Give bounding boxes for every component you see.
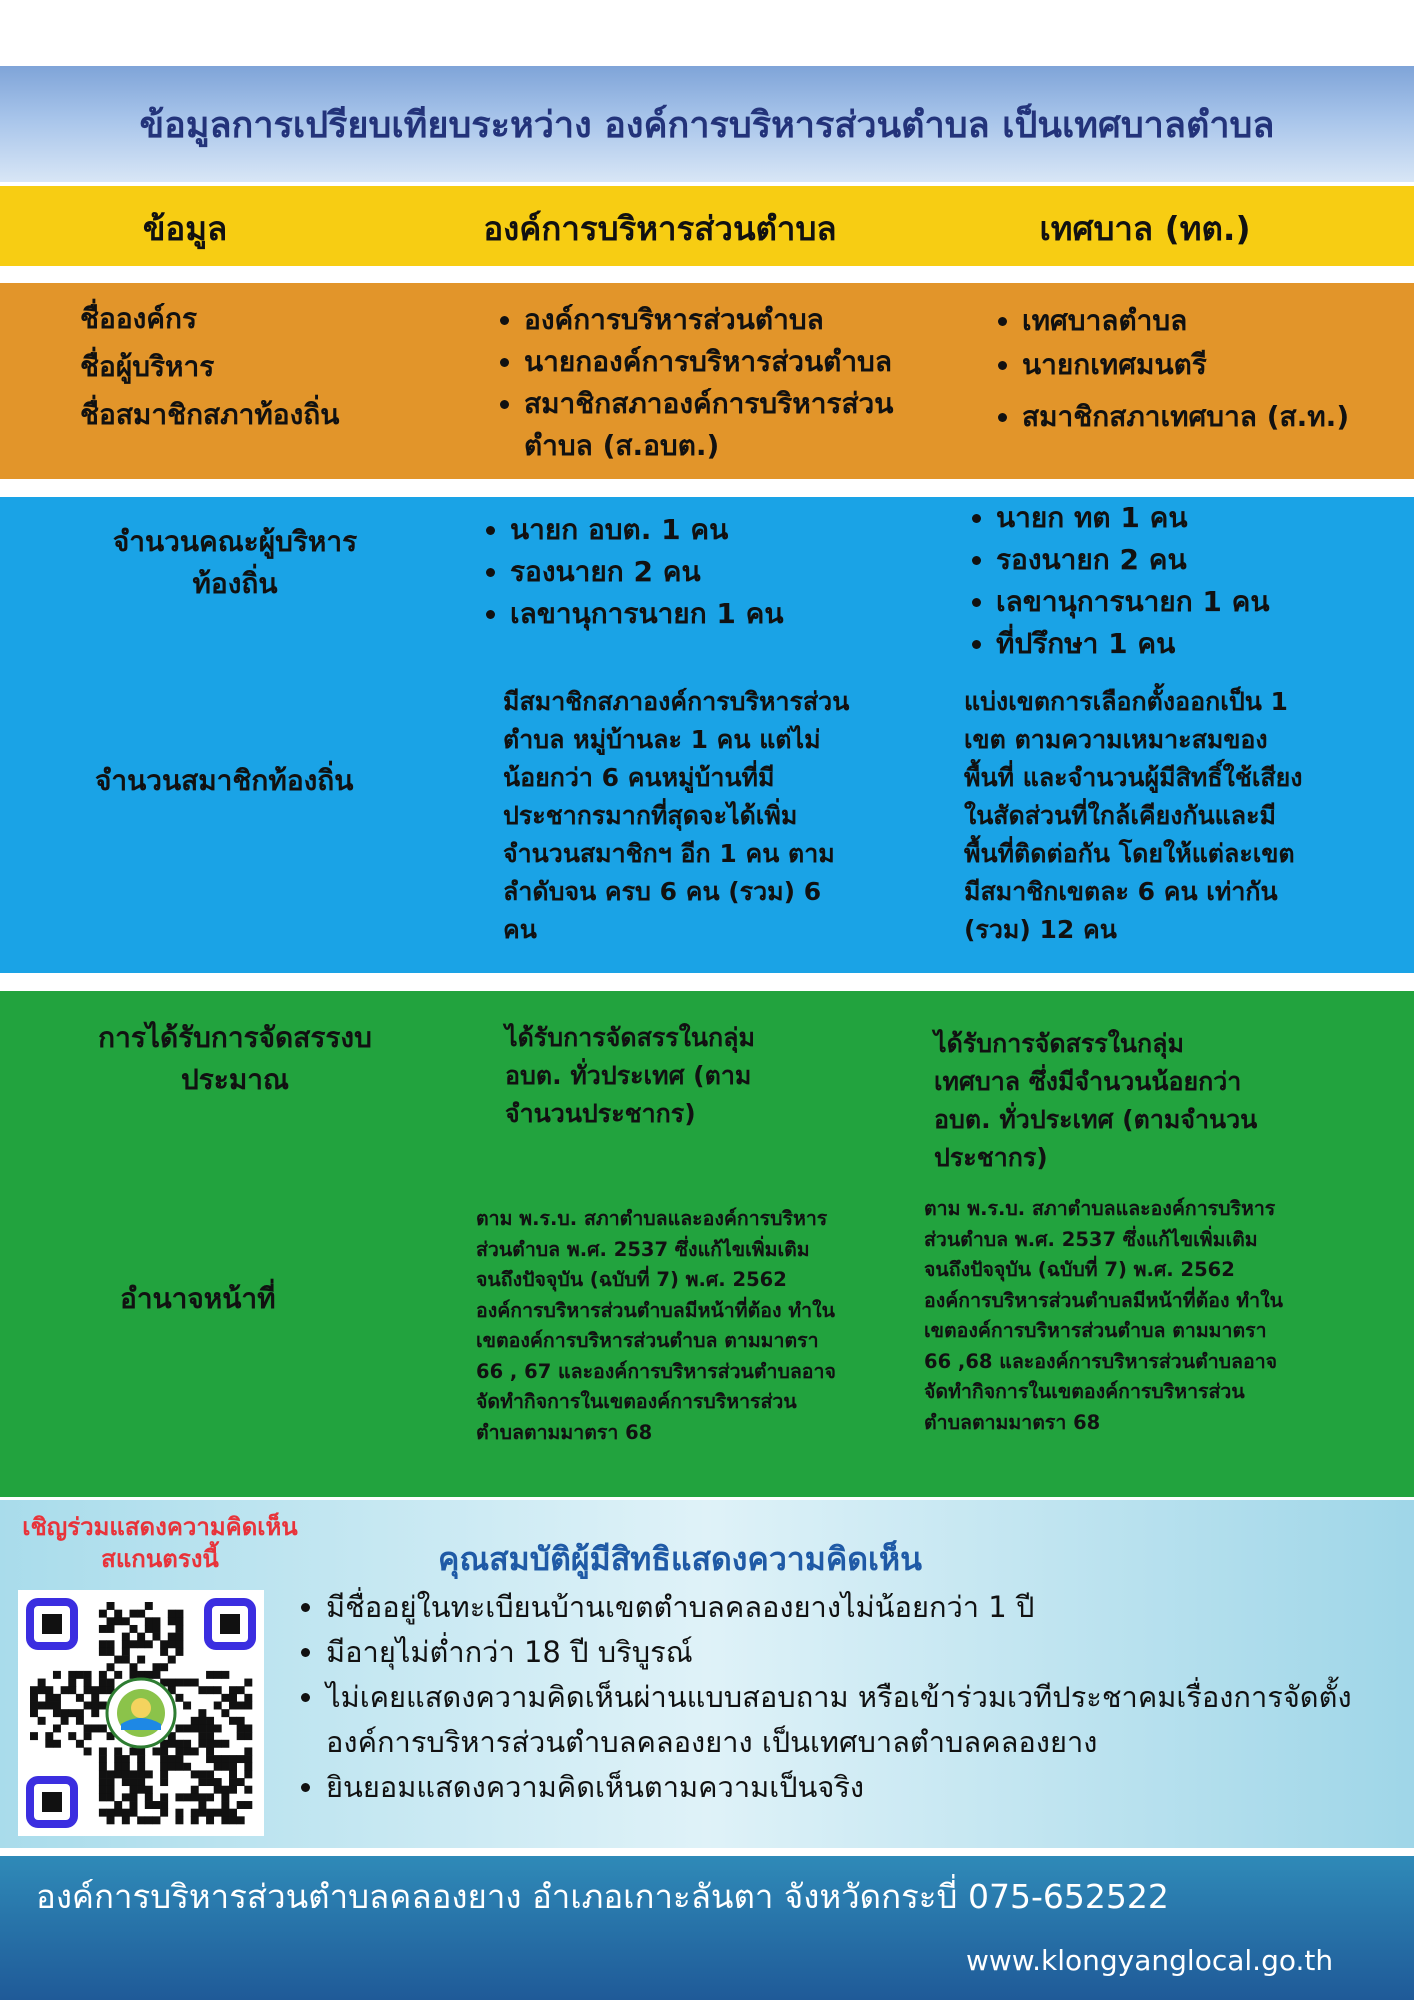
invite-line-1: เชิญร่วมแสดงความคิดเห็น (22, 1513, 298, 1541)
qualification-list (286, 1585, 1396, 1810)
list-item: • รองนายก 2 คน (996, 539, 1382, 581)
list-item: • มีอายุไม่ต่ำกว่า 18 ปี บริบูรณ์ (326, 1630, 1396, 1675)
row-budget-duties (0, 991, 1414, 1497)
budget-sao-text: ได้รับการจัดสรรในกลุ่ม อบต. ทั่วประเทศ (ตามจำนวนประชากร) (505, 1023, 755, 1128)
budget-municipality-text: ได้รับการจัดสรรในกลุ่ม เทศบาล ซึ่งมีจำนวนน้อยกว่า อบต. ทั่วประเทศ (ตามจำนวนประชากร) (934, 1029, 1258, 1172)
invite-text (10, 1511, 310, 1575)
column-header-municipality: เทศบาล (ทต.) (1039, 209, 1251, 248)
column-header-sao: องค์การบริหารส่วนตำบล (483, 209, 837, 248)
row-names-labels (80, 295, 420, 439)
label-member-count: จำนวนสมาชิกท้องถิ่น (95, 764, 354, 797)
list-item: • นายก ทต 1 คน (996, 497, 1382, 539)
invite-line-2: สแกนตรงนี้ (101, 1545, 219, 1573)
list-item: • องค์การบริหารส่วนตำบล (524, 299, 990, 341)
list-item: • ไม่เคยแสดงความคิดเห็นผ่านแบบสอบถาม หรือเข้าร่วมเวทีประชาคมเรื่องการจัดตั้ง องค์การบริหารส่วนตำบลคลองยาง เป็นเทศบาลตำบลคลองยาง (326, 1675, 1396, 1765)
row-executives-members (0, 497, 1414, 973)
list-item: • ที่ปรึกษา 1 คน (996, 623, 1382, 665)
list-item: • นายกองค์การบริหารส่วนตำบล (524, 341, 990, 383)
list-item: • เลขานุการนายก 1 คน (996, 581, 1382, 623)
page-title: ข้อมูลการเปรียบเทียบระหว่าง องค์การบริหารส่วนตำบล เป็นเทศบาลตำบล (139, 105, 1275, 146)
footer (0, 1856, 1414, 2000)
qualification-title: คุณสมบัติผู้มีสิทธิแสดงความคิดเห็น (438, 1540, 922, 1578)
list-item: • มีชื่ออยู่ในทะเบียนบ้านเขตตำบลคลองยางไม่น้อยกว่า 1 ปี (326, 1585, 1396, 1630)
label-executive-count: จำนวนคณะผู้บริหารท้องถิ่น (112, 525, 358, 600)
title-banner (0, 66, 1414, 182)
list-item: • นายกเทศมนตรี (1022, 343, 1408, 387)
members-sao-text: มีสมาชิกสภาองค์การบริหารส่วนตำบล หมู่บ้านละ 1 คน แต่ไม่น้อยกว่า 6 คนหมู่บ้านที่มีประชากรมากที่สุดจะได้เพิ่มจำนวนสมาชิกฯ อีก 1 คน ตามลำดับจน ครบ 6 คน (รวม) 6 คน (503, 687, 850, 944)
label-executive-name: ชื่อผู้บริหาร (80, 350, 215, 383)
list-item: • รองนายก 2 คน (510, 551, 876, 593)
label-org-name: ชื่อองค์กร (80, 302, 198, 335)
members-municipality-text: แบ่งเขตการเลือกตั้งออกเป็น 1 เขต ตามความเหมาะสมของพื้นที่ และจำนวนผู้มีสิทธิ์ใช้เสียงในสัดส่วนที่ใกล้เคียงกันและมีพื้นที่ติดต่อกัน โดยให้แต่ละเขต มีสมาชิกเขตละ 6 คน เท่ากัน (รวม) 12 คน (964, 687, 1303, 944)
footer-website-link[interactable]: www.klongyanglocal.go.th (966, 1944, 1334, 1977)
executives-sao (476, 509, 876, 635)
column-header-band (0, 186, 1414, 266)
list-item: • สมาชิกสภาเทศบาล (ส.ท.) (1022, 395, 1408, 439)
label-budget: การได้รับการจัดสรรงบประมาณ (98, 1021, 372, 1096)
footer-contact: องค์การบริหารส่วนตำบลคลองยาง อำเภอเกาะลันตา จังหวัดกระบี่ 075-652522 (36, 1877, 1169, 1916)
qr-code-icon[interactable] (18, 1590, 264, 1836)
column-header-data: ข้อมูล (142, 209, 228, 248)
duties-sao-text: ตาม พ.ร.บ. สภาตำบลและองค์การบริหารส่วนตำบล พ.ศ. 2537 ซึ่งแก้ไขเพิ่มเติมจนถึงปัจจุบัน (ฉบับที่ 7) พ.ศ. 2562 องค์การบริหารส่วนตำบลมีหน้าที่ต้อง ทำในเขตองค์การบริหารส่วนตำบล ตามมาตรา 66 , 67 และองค์การบริหารส่วนตำบลอาจจัดทำกิจการในเขตองค์การบริหารส่วนตำบลตามมาตรา 68 (476, 1207, 836, 1444)
row-names (0, 283, 1414, 479)
list-item: • นายก อบต. 1 คน (510, 509, 876, 551)
executives-municipality (962, 497, 1382, 665)
row-names-sao (490, 299, 990, 467)
label-council-name: ชื่อสมาชิกสภาท้องถิ่น (80, 398, 340, 431)
list-item: • ยินยอมแสดงความคิดเห็นตามความเป็นจริง (326, 1765, 1396, 1810)
list-item: • สมาชิกสภาองค์การบริหารส่วนตำบล (ส.อบต.) (524, 383, 924, 467)
label-duties: อำนาจหน้าที่ (120, 1282, 276, 1315)
qr-code-graphic (18, 1590, 264, 1836)
list-item: • เลขานุการนายก 1 คน (510, 593, 876, 635)
list-item: • เทศบาลตำบล (1022, 299, 1408, 343)
row-names-municipality (988, 299, 1408, 439)
duties-municipality-text: ตาม พ.ร.บ. สภาตำบลและองค์การบริหารส่วนตำบล พ.ศ. 2537 ซึ่งแก้ไขเพิ่มเติมจนถึงปัจจุบัน (ฉบับที่ 7) พ.ศ. 2562 องค์การบริหารส่วนตำบลมีหน้าที่ต้อง ทำในเขตองค์การบริหารส่วนตำบล ตามมาตรา 66 ,68 และองค์การบริหารส่วนตำบลอาจจัดทำกิจการในเขตองค์การบริหารส่วนตำบลตามมาตรา 68 (924, 1197, 1283, 1434)
